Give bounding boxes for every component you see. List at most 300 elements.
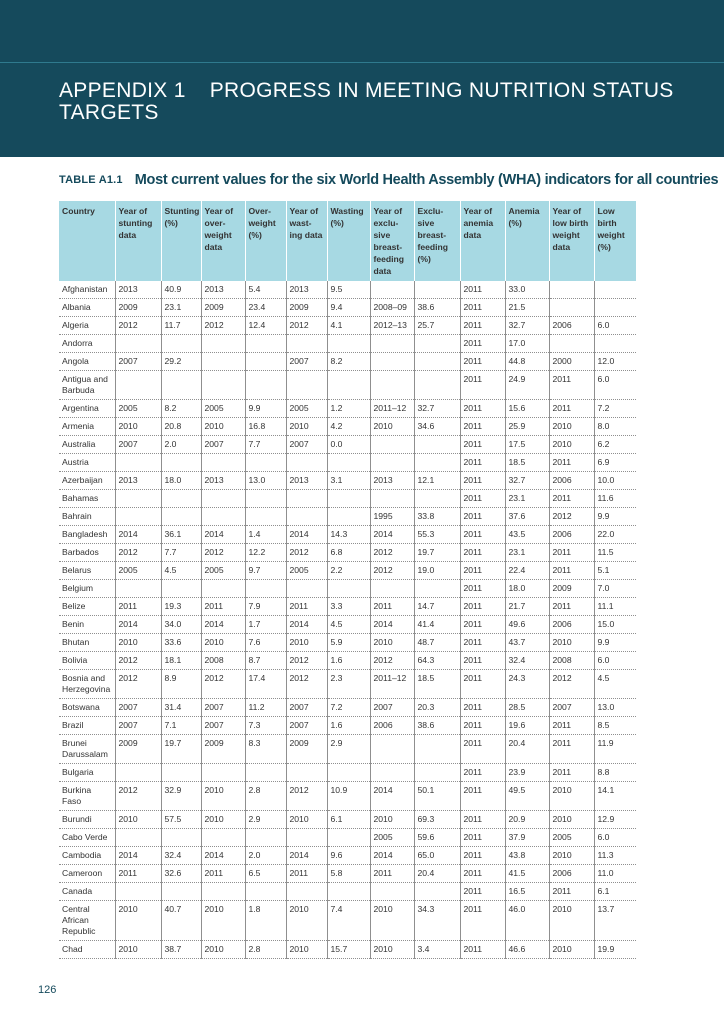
value-cell: 34.0: [161, 616, 201, 634]
value-cell: 38.6: [414, 717, 460, 735]
value-cell: 4.5: [594, 670, 636, 699]
value-cell: 10.0: [594, 472, 636, 490]
value-cell: 10.9: [327, 782, 370, 811]
country-cell: Brunei Darussalam: [59, 735, 115, 764]
value-cell: [286, 490, 327, 508]
value-cell: [201, 508, 245, 526]
value-cell: 9.5: [327, 281, 370, 299]
value-cell: 2007: [201, 699, 245, 717]
value-cell: 2011–12: [370, 670, 414, 699]
value-cell: 2012: [115, 317, 161, 335]
value-cell: 11.6: [594, 490, 636, 508]
value-cell: 29.2: [161, 353, 201, 371]
value-cell: 2013: [201, 281, 245, 299]
value-cell: 2010: [115, 811, 161, 829]
value-cell: 13.0: [245, 472, 286, 490]
value-cell: 2012: [115, 652, 161, 670]
value-cell: 41.5: [505, 865, 549, 883]
banner-divider: [0, 62, 724, 63]
table-row: [59, 580, 636, 598]
value-cell: 1.6: [327, 717, 370, 735]
table-row: [59, 436, 636, 454]
value-cell: [115, 371, 161, 400]
value-cell: 9.9: [594, 634, 636, 652]
value-cell: 2011: [549, 735, 594, 764]
value-cell: 2013: [115, 472, 161, 490]
value-cell: 23.1: [505, 490, 549, 508]
value-cell: 6.2: [594, 436, 636, 454]
value-cell: [201, 764, 245, 782]
table-row: [59, 353, 636, 371]
value-cell: [161, 508, 201, 526]
column-header: Year of low birth weight data: [549, 201, 594, 281]
value-cell: 13.7: [594, 901, 636, 941]
value-cell: 31.4: [161, 699, 201, 717]
value-cell: 2011: [460, 400, 505, 418]
value-cell: [115, 829, 161, 847]
value-cell: 2007: [286, 436, 327, 454]
value-cell: 6.0: [594, 829, 636, 847]
column-header: Over-weight (%): [245, 201, 286, 281]
value-cell: 57.5: [161, 811, 201, 829]
country-cell: Afghanistan: [59, 281, 115, 299]
value-cell: 1.2: [327, 400, 370, 418]
value-cell: 2011: [460, 580, 505, 598]
value-cell: 2011: [460, 317, 505, 335]
value-cell: 25.7: [414, 317, 460, 335]
value-cell: 12.9: [594, 811, 636, 829]
country-cell: Bosnia and Herzegovina: [59, 670, 115, 699]
value-cell: 32.6: [161, 865, 201, 883]
value-cell: [414, 335, 460, 353]
table-row: [59, 598, 636, 616]
country-cell: Canada: [59, 883, 115, 901]
table-row: [59, 829, 636, 847]
value-cell: 2011: [549, 562, 594, 580]
value-cell: 2011: [286, 865, 327, 883]
value-cell: 4.5: [327, 616, 370, 634]
value-cell: [245, 580, 286, 598]
column-header: Year of stunting data: [115, 201, 161, 281]
value-cell: 2008: [201, 652, 245, 670]
value-cell: 2011: [460, 901, 505, 941]
value-cell: 2011: [460, 472, 505, 490]
table-body: [59, 281, 636, 959]
table-row: [59, 317, 636, 335]
value-cell: 18.5: [414, 670, 460, 699]
value-cell: 7.1: [161, 717, 201, 735]
value-cell: 2007: [201, 436, 245, 454]
value-cell: 2012: [370, 544, 414, 562]
value-cell: 8.0: [594, 418, 636, 436]
appendix-heading: PROGRESS IN MEETING NUTRITION STATUS TARGETS: [59, 79, 674, 124]
value-cell: 2012: [286, 670, 327, 699]
value-cell: 7.6: [245, 634, 286, 652]
column-header: Wasting (%): [327, 201, 370, 281]
value-cell: 2012: [115, 670, 161, 699]
value-cell: 2011: [549, 598, 594, 616]
value-cell: 16.5: [505, 883, 549, 901]
value-cell: 14.7: [414, 598, 460, 616]
value-cell: 5.8: [327, 865, 370, 883]
value-cell: 2014: [115, 847, 161, 865]
value-cell: [201, 883, 245, 901]
value-cell: 3.3: [327, 598, 370, 616]
value-cell: 2005: [549, 829, 594, 847]
country-cell: Cambodia: [59, 847, 115, 865]
value-cell: 2006: [549, 472, 594, 490]
value-cell: 11.1: [594, 598, 636, 616]
value-cell: 2007: [201, 717, 245, 735]
value-cell: 2011: [460, 811, 505, 829]
value-cell: [245, 335, 286, 353]
value-cell: [286, 508, 327, 526]
appendix-title: [59, 80, 699, 124]
country-cell: Andorra: [59, 335, 115, 353]
value-cell: 2011: [460, 717, 505, 735]
country-cell: Azerbaijan: [59, 472, 115, 490]
value-cell: 20.8: [161, 418, 201, 436]
value-cell: 2010: [286, 811, 327, 829]
country-cell: Armenia: [59, 418, 115, 436]
value-cell: 5.9: [327, 634, 370, 652]
value-cell: [370, 353, 414, 371]
value-cell: 2014: [370, 847, 414, 865]
value-cell: 2010: [549, 634, 594, 652]
value-cell: 8.9: [161, 670, 201, 699]
value-cell: 4.1: [327, 317, 370, 335]
value-cell: 12.0: [594, 353, 636, 371]
value-cell: 2.8: [245, 941, 286, 959]
value-cell: 17.4: [245, 670, 286, 699]
value-cell: 2011: [460, 764, 505, 782]
table-row: [59, 811, 636, 829]
value-cell: 20.4: [414, 865, 460, 883]
value-cell: 6.5: [245, 865, 286, 883]
value-cell: 8.8: [594, 764, 636, 782]
country-cell: Belarus: [59, 562, 115, 580]
value-cell: [594, 299, 636, 317]
value-cell: 2012: [201, 317, 245, 335]
table-row: [59, 652, 636, 670]
value-cell: 12.2: [245, 544, 286, 562]
value-cell: [327, 508, 370, 526]
value-cell: 2010: [549, 418, 594, 436]
value-cell: 24.3: [505, 670, 549, 699]
value-cell: 2011: [460, 508, 505, 526]
value-cell: 9.9: [245, 400, 286, 418]
value-cell: 2011: [286, 598, 327, 616]
value-cell: 2010: [370, 418, 414, 436]
table-row: [59, 335, 636, 353]
value-cell: 20.4: [505, 735, 549, 764]
table-row: [59, 281, 636, 299]
country-cell: Belgium: [59, 580, 115, 598]
value-cell: 2010: [115, 901, 161, 941]
value-cell: 2010: [201, 811, 245, 829]
value-cell: 2011: [460, 299, 505, 317]
value-cell: 2006: [549, 526, 594, 544]
value-cell: 2011: [549, 544, 594, 562]
value-cell: [115, 883, 161, 901]
value-cell: 2011: [549, 400, 594, 418]
value-cell: [245, 829, 286, 847]
value-cell: 2011: [460, 526, 505, 544]
value-cell: 8.3: [245, 735, 286, 764]
value-cell: 2010: [370, 901, 414, 941]
value-cell: 2007: [286, 699, 327, 717]
value-cell: 11.7: [161, 317, 201, 335]
country-cell: Bulgaria: [59, 764, 115, 782]
value-cell: 5.1: [594, 562, 636, 580]
value-cell: 2010: [549, 811, 594, 829]
value-cell: 2011: [460, 847, 505, 865]
value-cell: 2013: [286, 281, 327, 299]
value-cell: 6.1: [327, 811, 370, 829]
value-cell: 23.9: [505, 764, 549, 782]
value-cell: [201, 335, 245, 353]
value-cell: 32.4: [161, 847, 201, 865]
value-cell: 2006: [549, 865, 594, 883]
table-row: [59, 735, 636, 764]
country-cell: Algeria: [59, 317, 115, 335]
value-cell: 2014: [115, 526, 161, 544]
value-cell: 18.5: [505, 454, 549, 472]
value-cell: 2010: [549, 941, 594, 959]
value-cell: 2011: [460, 490, 505, 508]
value-cell: 2012: [201, 670, 245, 699]
table-label: TABLE A1.1: [59, 173, 123, 186]
value-cell: 37.9: [505, 829, 549, 847]
value-cell: 19.9: [594, 941, 636, 959]
value-cell: [549, 299, 594, 317]
value-cell: [161, 335, 201, 353]
value-cell: 1.8: [245, 901, 286, 941]
value-cell: 21.7: [505, 598, 549, 616]
value-cell: 19.0: [414, 562, 460, 580]
value-cell: 65.0: [414, 847, 460, 865]
value-cell: [286, 371, 327, 400]
value-cell: 2012: [370, 562, 414, 580]
value-cell: 8.2: [161, 400, 201, 418]
value-cell: 2014: [370, 616, 414, 634]
value-cell: 2.3: [327, 670, 370, 699]
value-cell: 1.4: [245, 526, 286, 544]
value-cell: 2.9: [327, 735, 370, 764]
value-cell: 2012: [201, 544, 245, 562]
value-cell: 40.9: [161, 281, 201, 299]
value-cell: 11.3: [594, 847, 636, 865]
value-cell: 2011: [460, 598, 505, 616]
value-cell: 2014: [286, 526, 327, 544]
value-cell: [370, 454, 414, 472]
table-row: [59, 526, 636, 544]
value-cell: 2009: [286, 299, 327, 317]
table-row: [59, 699, 636, 717]
value-cell: 2.0: [245, 847, 286, 865]
value-cell: 2005: [115, 400, 161, 418]
country-cell: Bahamas: [59, 490, 115, 508]
value-cell: 2010: [286, 941, 327, 959]
country-cell: Brazil: [59, 717, 115, 735]
table-row: [59, 901, 636, 941]
value-cell: 2011: [115, 598, 161, 616]
value-cell: 2010: [370, 941, 414, 959]
value-cell: 33.6: [161, 634, 201, 652]
value-cell: 8.5: [594, 717, 636, 735]
value-cell: 5.4: [245, 281, 286, 299]
value-cell: 13.0: [594, 699, 636, 717]
column-header: Year of over-weight data: [201, 201, 245, 281]
value-cell: 6.0: [594, 371, 636, 400]
value-cell: [370, 490, 414, 508]
value-cell: 44.8: [505, 353, 549, 371]
value-cell: 43.7: [505, 634, 549, 652]
value-cell: 2012: [370, 652, 414, 670]
country-cell: Cameroon: [59, 865, 115, 883]
value-cell: 2011: [460, 699, 505, 717]
value-cell: 2012: [286, 782, 327, 811]
value-cell: 2010: [201, 418, 245, 436]
table-row: [59, 717, 636, 735]
value-cell: 2010: [115, 418, 161, 436]
table-row: [59, 764, 636, 782]
value-cell: [414, 454, 460, 472]
value-cell: 2.9: [245, 811, 286, 829]
value-cell: 2012: [286, 652, 327, 670]
value-cell: 2010: [370, 634, 414, 652]
value-cell: [161, 371, 201, 400]
value-cell: 34.3: [414, 901, 460, 941]
table-row: [59, 454, 636, 472]
value-cell: 2011: [460, 335, 505, 353]
value-cell: [327, 454, 370, 472]
value-cell: [161, 883, 201, 901]
value-cell: 2007: [549, 699, 594, 717]
value-cell: [201, 580, 245, 598]
value-cell: 6.0: [594, 652, 636, 670]
value-cell: [286, 829, 327, 847]
value-cell: 3.1: [327, 472, 370, 490]
value-cell: [327, 764, 370, 782]
value-cell: 2011: [370, 598, 414, 616]
value-cell: 2011: [460, 782, 505, 811]
value-cell: 23.1: [161, 299, 201, 317]
value-cell: 2011: [460, 941, 505, 959]
value-cell: [245, 764, 286, 782]
country-cell: Benin: [59, 616, 115, 634]
value-cell: 24.9: [505, 371, 549, 400]
value-cell: 2010: [370, 811, 414, 829]
value-cell: 16.8: [245, 418, 286, 436]
value-cell: [286, 454, 327, 472]
value-cell: 23.4: [245, 299, 286, 317]
value-cell: 2012: [549, 508, 594, 526]
value-cell: 2011: [460, 735, 505, 764]
value-cell: [245, 508, 286, 526]
value-cell: [370, 371, 414, 400]
value-cell: 2010: [549, 436, 594, 454]
value-cell: 2011: [549, 454, 594, 472]
value-cell: [414, 371, 460, 400]
value-cell: [245, 353, 286, 371]
value-cell: 43.5: [505, 526, 549, 544]
value-cell: [115, 454, 161, 472]
header-banner: [0, 0, 724, 157]
value-cell: [370, 335, 414, 353]
table-row: [59, 782, 636, 811]
country-cell: Bahrain: [59, 508, 115, 526]
value-cell: 48.7: [414, 634, 460, 652]
table-row: [59, 634, 636, 652]
table-title: Most current values for the six World Health Assembly (WHA) indicators for all countries: [134, 171, 719, 188]
table-row: [59, 544, 636, 562]
value-cell: [201, 371, 245, 400]
value-cell: [286, 883, 327, 901]
value-cell: 2010: [201, 634, 245, 652]
value-cell: [414, 735, 460, 764]
value-cell: [115, 490, 161, 508]
value-cell: 8.2: [327, 353, 370, 371]
value-cell: [370, 281, 414, 299]
value-cell: 2006: [549, 317, 594, 335]
value-cell: 2010: [549, 782, 594, 811]
country-cell: Barbados: [59, 544, 115, 562]
table-row: [59, 299, 636, 317]
value-cell: 2012: [115, 782, 161, 811]
country-cell: Burundi: [59, 811, 115, 829]
value-cell: 2011: [460, 454, 505, 472]
table-row: [59, 418, 636, 436]
value-cell: [370, 436, 414, 454]
value-cell: 2011: [115, 865, 161, 883]
value-cell: 2.8: [245, 782, 286, 811]
value-cell: 17.5: [505, 436, 549, 454]
value-cell: 11.5: [594, 544, 636, 562]
value-cell: 2009: [201, 735, 245, 764]
country-cell: Central African Republic: [59, 901, 115, 941]
value-cell: [245, 371, 286, 400]
value-cell: 0.0: [327, 436, 370, 454]
value-cell: 2011: [370, 865, 414, 883]
value-cell: [245, 454, 286, 472]
value-cell: 14.3: [327, 526, 370, 544]
value-cell: 18.0: [505, 580, 549, 598]
value-cell: 20.9: [505, 811, 549, 829]
value-cell: 2011: [201, 598, 245, 616]
value-cell: [414, 490, 460, 508]
value-cell: [549, 335, 594, 353]
value-cell: 36.1: [161, 526, 201, 544]
value-cell: 22.0: [594, 526, 636, 544]
value-cell: 2011: [460, 353, 505, 371]
value-cell: 2014: [201, 526, 245, 544]
value-cell: 2008–09: [370, 299, 414, 317]
value-cell: 14.1: [594, 782, 636, 811]
value-cell: 2006: [549, 616, 594, 634]
value-cell: 38.7: [161, 941, 201, 959]
value-cell: 2013: [370, 472, 414, 490]
value-cell: 3.4: [414, 941, 460, 959]
value-cell: [414, 353, 460, 371]
value-cell: 2012: [286, 544, 327, 562]
value-cell: 2006: [370, 717, 414, 735]
value-cell: 2014: [201, 616, 245, 634]
value-cell: 2009: [115, 735, 161, 764]
value-cell: 2005: [201, 562, 245, 580]
country-cell: Antigua and Barbuda: [59, 371, 115, 400]
column-header: Anemia (%): [505, 201, 549, 281]
